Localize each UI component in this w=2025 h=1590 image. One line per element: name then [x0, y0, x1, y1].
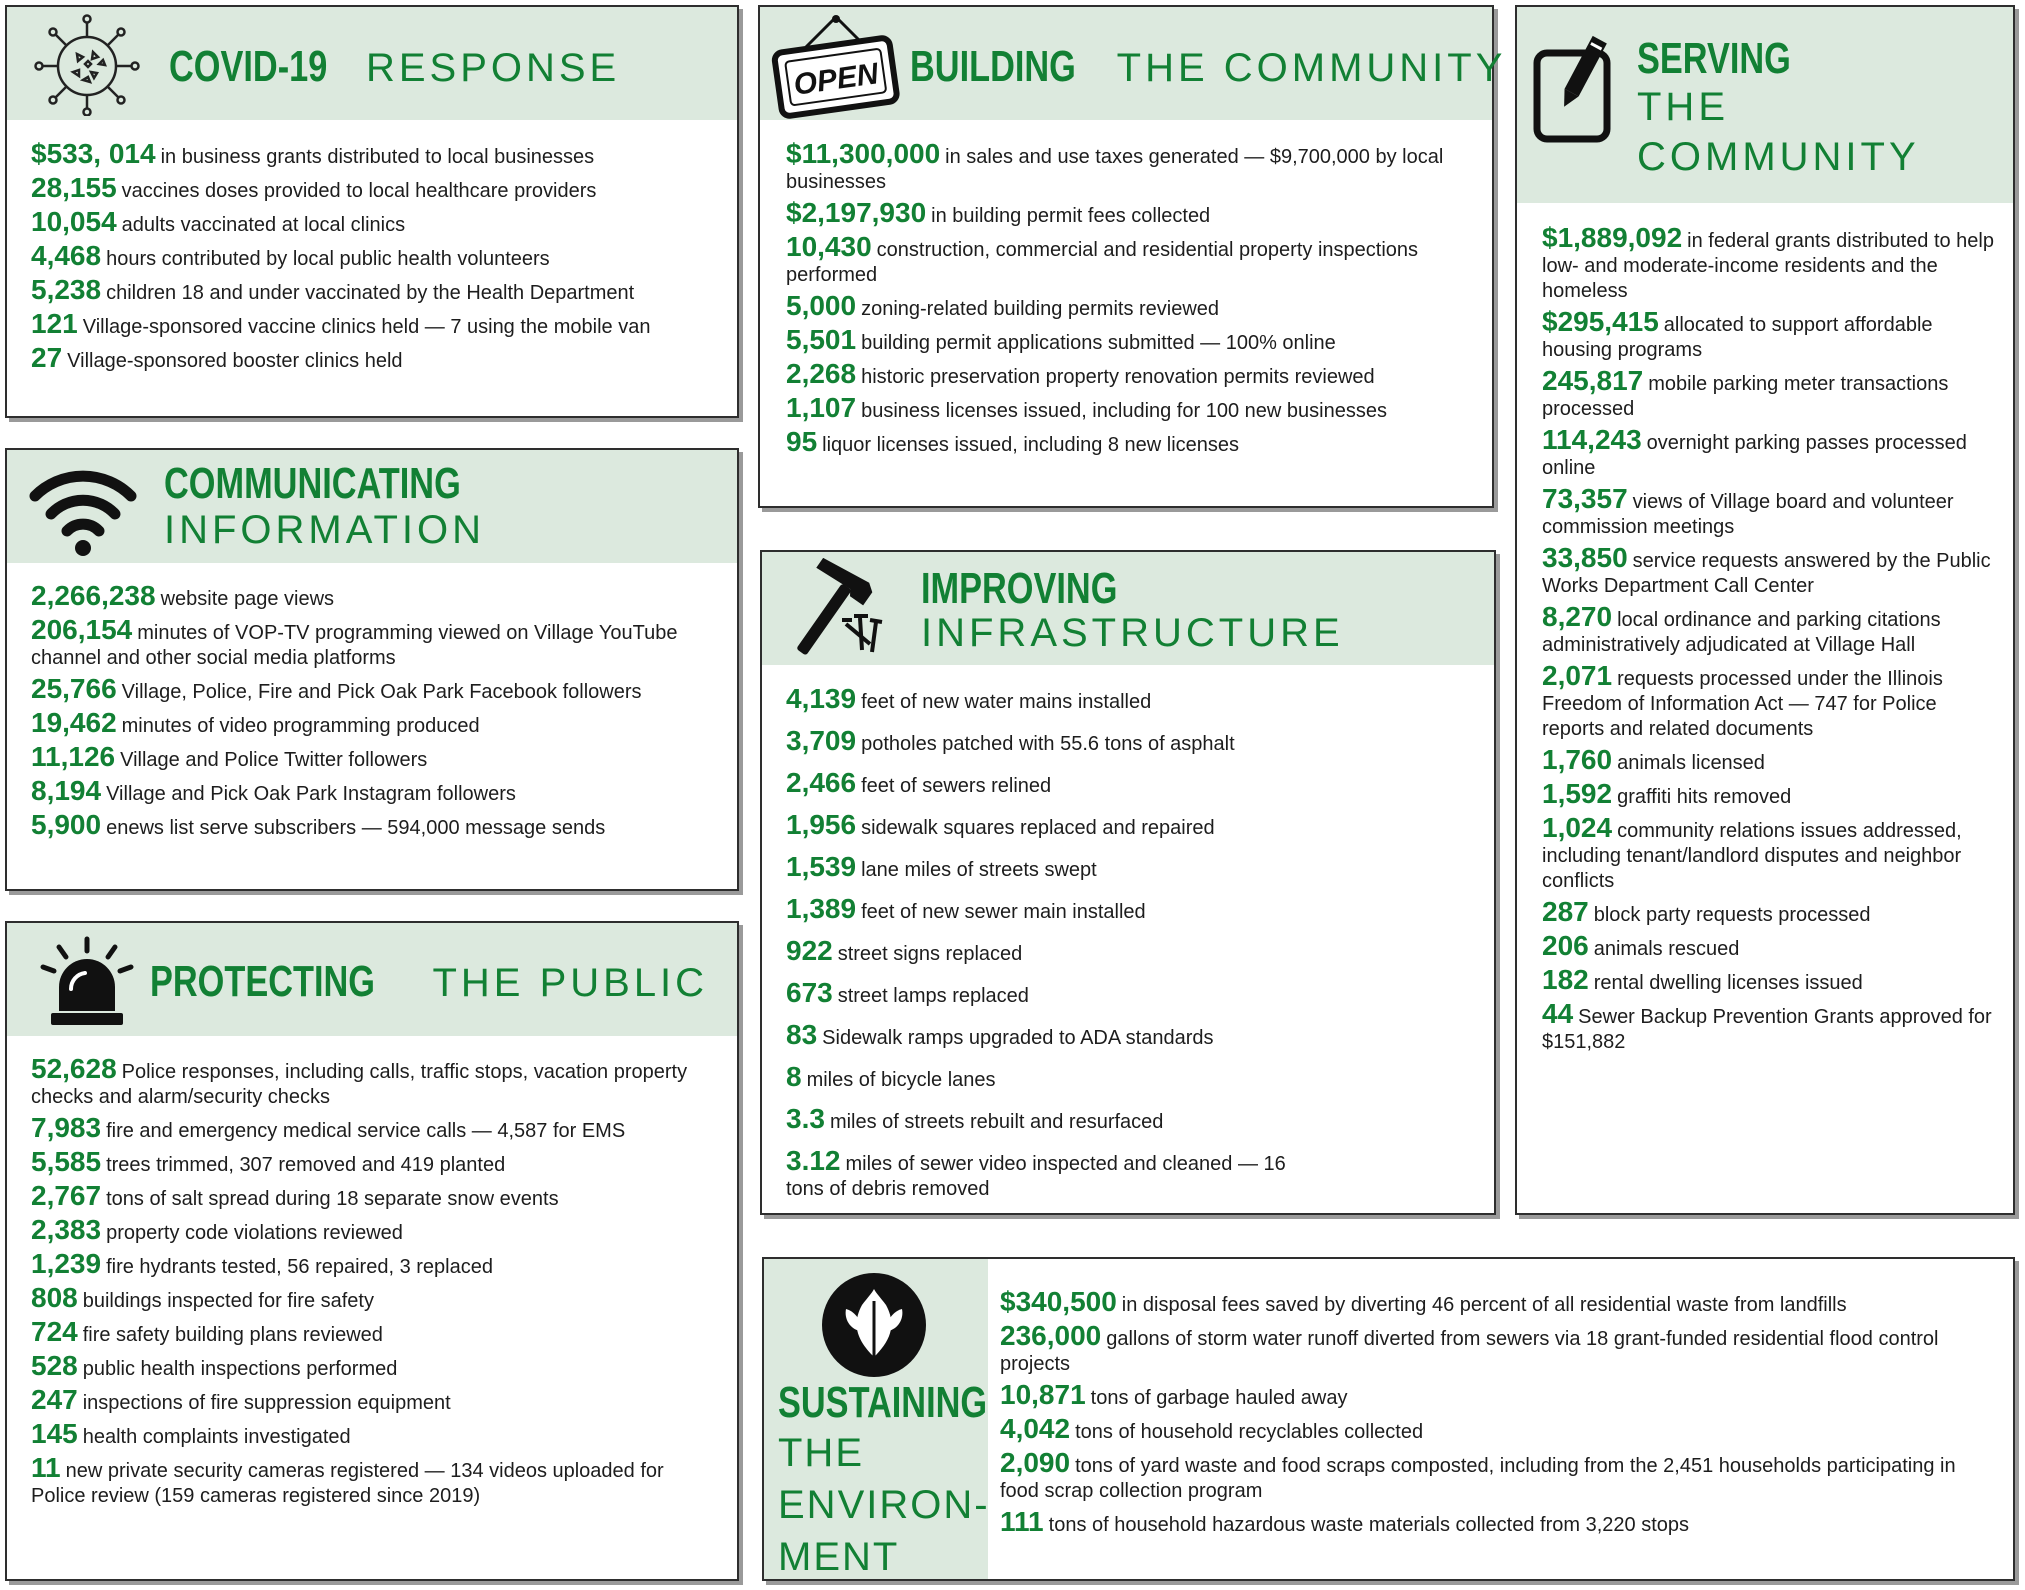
- stat-list: [31, 1053, 721, 1514]
- list-item: 27 Village-sponsored booster clinics held: [31, 342, 403, 373]
- list-item: 44 Sewer Backup Prevention Grants approved for $151,882: [1542, 998, 1992, 1053]
- title-light: INFORMATION: [164, 508, 486, 552]
- panel-title: [164, 459, 544, 552]
- title-light: MENT: [778, 1535, 900, 1579]
- title-light: THE: [1637, 85, 1729, 129]
- list-item: 724 fire safety building plans reviewed: [31, 1316, 383, 1347]
- list-item: 5,238 children 18 and under vaccinated by the Health Department: [31, 274, 635, 305]
- list-item: 182 rental dwelling licenses issued: [1542, 964, 1863, 995]
- list-item: 206,154 minutes of VOP-TV programming viewed on Village YouTube channel and other social media platforms: [31, 614, 678, 669]
- list-item: 245,817 mobile parking meter transactions processed: [1542, 365, 1949, 420]
- open-sign-text: OPEN: [791, 57, 881, 102]
- list-item: 1,592 graffiti hits removed: [1542, 778, 1792, 809]
- list-item: 11 new private security cameras registered — 134 videos uploaded for Police review (159 cameras registered since 2019): [31, 1452, 664, 1507]
- title-bold: SERVING: [1637, 34, 1791, 83]
- wifi-icon: [27, 464, 139, 556]
- list-item: 808 buildings inspected for fire safety: [31, 1282, 374, 1313]
- panel-serving: [1515, 5, 2015, 1215]
- title-bold: IMPROVING: [921, 564, 1118, 613]
- list-item: $340,500 in disposal fees saved by diverting 46 percent of all residential waste from landfills: [1000, 1286, 1847, 1317]
- list-item: 922 street signs replaced: [786, 935, 1023, 966]
- list-item: 83 Sidewalk ramps upgraded to ADA standards: [786, 1019, 1214, 1050]
- list-item: $1,889,092 in federal grants distributed to help low- and moderate-income residents and the homeless: [1542, 222, 1994, 302]
- list-item: 4,139 feet of new water mains installed: [786, 683, 1152, 714]
- list-item: 4,042 tons of household recyclables collected: [1000, 1413, 1424, 1444]
- list-item: 111 tons of household hazardous waste materials collected from 3,220 stops: [1000, 1506, 1690, 1537]
- title-bold: COVID-19: [169, 42, 328, 91]
- list-item: 2,090 tons of yard waste and food scraps composted, including from the 2,451 households participating in food scrap collection program: [1000, 1447, 1956, 1502]
- list-item: 528 public health inspections performed: [31, 1350, 398, 1381]
- list-item: 236,000 gallons of storm water runoff diverted from sewers via 18 grant-funded residential flood control projects: [1000, 1320, 1939, 1375]
- stat-list: [786, 683, 1476, 1215]
- panel-title: [921, 564, 1344, 655]
- panel-title: [910, 42, 1507, 91]
- title-bold: SUSTAINING: [778, 1378, 988, 1427]
- title-light: THE: [778, 1431, 864, 1475]
- title-bold: COMMUNICATING: [164, 459, 461, 508]
- stat-list: [1542, 222, 1997, 1060]
- list-item: 10,430 construction, commercial and residential property inspections performed: [786, 231, 1419, 286]
- list-item: 2,767 tons of salt spread during 18 separate snow events: [31, 1180, 559, 1211]
- list-item: 5,900 enews list serve subscribers — 594,000 message sends: [31, 809, 606, 840]
- list-item: 114,243 overnight parking passes processed online: [1542, 424, 1967, 479]
- list-item: $295,415 allocated to support affordable housing programs: [1542, 306, 1933, 361]
- title-light: COMMUNITY: [1637, 135, 1920, 179]
- list-item: 5,000 zoning-related building permits reviewed: [786, 290, 1220, 321]
- list-item: 2,466 feet of sewers relined: [786, 767, 1052, 798]
- title-light: INFRASTRUCTURE: [921, 611, 1344, 655]
- list-item: 673 street lamps replaced: [786, 977, 1029, 1008]
- title-bold: PROTECTING: [150, 957, 375, 1006]
- panel-title: [169, 42, 621, 91]
- panel-header: [7, 450, 737, 563]
- list-item: 11,126 Village and Police Twitter followers: [31, 741, 428, 772]
- list-item: 2,071 requests processed under the Illinois Freedom of Information Act — 747 for Police reports and related documents: [1542, 660, 1943, 740]
- panel-environment: [762, 1257, 2015, 1581]
- panel-title: [1637, 34, 1920, 179]
- list-item: 8,270 local ordinance and parking citations administratively adjudicated at Village Hall: [1542, 601, 1941, 656]
- leaf-icon: [820, 1271, 928, 1379]
- panel-header: [764, 1259, 988, 1579]
- panel-infrastructure: [760, 550, 1496, 1215]
- panel-communicating: [5, 448, 739, 891]
- list-item: 19,462 minutes of video programming produced: [31, 707, 480, 738]
- title-light: ENVIRON-: [778, 1483, 990, 1527]
- list-item: 2,383 property code violations reviewed: [31, 1214, 403, 1245]
- panel-header: [760, 7, 1507, 120]
- list-item: 10,871 tons of garbage hauled away: [1000, 1379, 1348, 1410]
- list-item: 3.12 miles of sewer video inspected and cleaned — 16 tons of debris removed: [786, 1145, 1286, 1200]
- list-item: 10,054 adults vaccinated at local clinics: [31, 206, 406, 237]
- list-item: 33,850 service requests answered by the Public Works Department Call Center: [1542, 542, 1991, 597]
- title-light: RESPONSE: [365, 46, 621, 90]
- panel-covid: [5, 5, 739, 418]
- stat-list: [31, 580, 721, 846]
- list-item: $11,300,000 in sales and use taxes generated — $9,700,000 by local businesses: [786, 138, 1444, 193]
- list-item: $2,197,930 in building permit fees collected: [786, 197, 1211, 228]
- title-light: THE COMMUNITY: [1116, 46, 1507, 90]
- stat-list: [31, 138, 721, 379]
- list-item: 5,501 building permit applications submitted — 100% online: [786, 324, 1336, 355]
- list-item: 1,239 fire hydrants tested, 56 repaired, 3 replaced: [31, 1248, 493, 1279]
- list-item: 8,194 Village and Pick Oak Park Instagram followers: [31, 775, 516, 806]
- list-item: 3,709 potholes patched with 55.6 tons of asphalt: [786, 725, 1235, 756]
- list-item: 247 inspections of fire suppression equipment: [31, 1384, 451, 1415]
- title-bold: BUILDING: [910, 42, 1076, 91]
- list-item: 206 animals rescued: [1542, 930, 1740, 961]
- panel-header: [762, 552, 1494, 665]
- title-light: THE PUBLIC: [432, 961, 709, 1005]
- panel-title: [150, 957, 709, 1006]
- panel-protecting: [5, 921, 739, 1581]
- list-item: 95 liquor licenses issued, including 8 new licenses: [786, 426, 1240, 457]
- list-item: 25,766 Village, Police, Fire and Pick Oak Park Facebook followers: [31, 673, 642, 704]
- list-item: 145 health complaints investigated: [31, 1418, 351, 1449]
- list-item: 2,268 historic preservation property renovation permits reviewed: [786, 358, 1375, 389]
- panel-header: [1517, 7, 2013, 203]
- list-item: 1,389 feet of new sewer main installed: [786, 893, 1146, 924]
- notepad-pencil-icon: [1531, 35, 1617, 145]
- siren-icon: [39, 935, 135, 1027]
- list-item: 4,468 hours contributed by local public health volunteers: [31, 240, 550, 271]
- virus-icon: [33, 14, 141, 116]
- list-item: 8 miles of bicycle lanes: [786, 1061, 996, 1092]
- list-item: 1,107 business licenses issued, including for 100 new businesses: [786, 392, 1387, 423]
- hammer-nails-icon: [782, 558, 892, 664]
- list-item: 2,266,238 website page views: [31, 580, 335, 611]
- list-item: 287 block party requests processed: [1542, 896, 1871, 927]
- list-item: 52,628 Police responses, including calls, traffic stops, vacation property checks and alarm/security checks: [31, 1053, 688, 1108]
- list-item: $533, 014 in business grants distributed to local businesses: [31, 138, 595, 169]
- list-item: 73,357 views of Village board and volunteer commission meetings: [1542, 483, 1954, 538]
- stat-list: [786, 138, 1476, 463]
- list-item: 1,024 community relations issues addressed, including tenant/landlord disputes and neighbor conflicts: [1542, 812, 1962, 892]
- list-item: 28,155 vaccines doses provided to local healthcare providers: [31, 172, 597, 203]
- stat-list: [1000, 1286, 2000, 1543]
- panel-header: [7, 7, 737, 120]
- list-item: 3.3 miles of streets rebuilt and resurfaced: [786, 1103, 1164, 1134]
- list-item: 5,585 trees trimmed, 307 removed and 419 planted: [31, 1146, 506, 1177]
- list-item: 121 Village-sponsored vaccine clinics held — 7 using the mobile van: [31, 308, 651, 339]
- list-item: 1,760 animals licensed: [1542, 744, 1765, 775]
- panel-header: [7, 923, 737, 1036]
- open-sign-icon: [770, 13, 902, 119]
- list-item: 1,956 sidewalk squares replaced and repaired: [786, 809, 1215, 840]
- panel-building: [758, 5, 1507, 508]
- list-item: 7,983 fire and emergency medical service calls — 4,587 for EMS: [31, 1112, 626, 1143]
- list-item: 1,539 lane miles of streets swept: [786, 851, 1097, 882]
